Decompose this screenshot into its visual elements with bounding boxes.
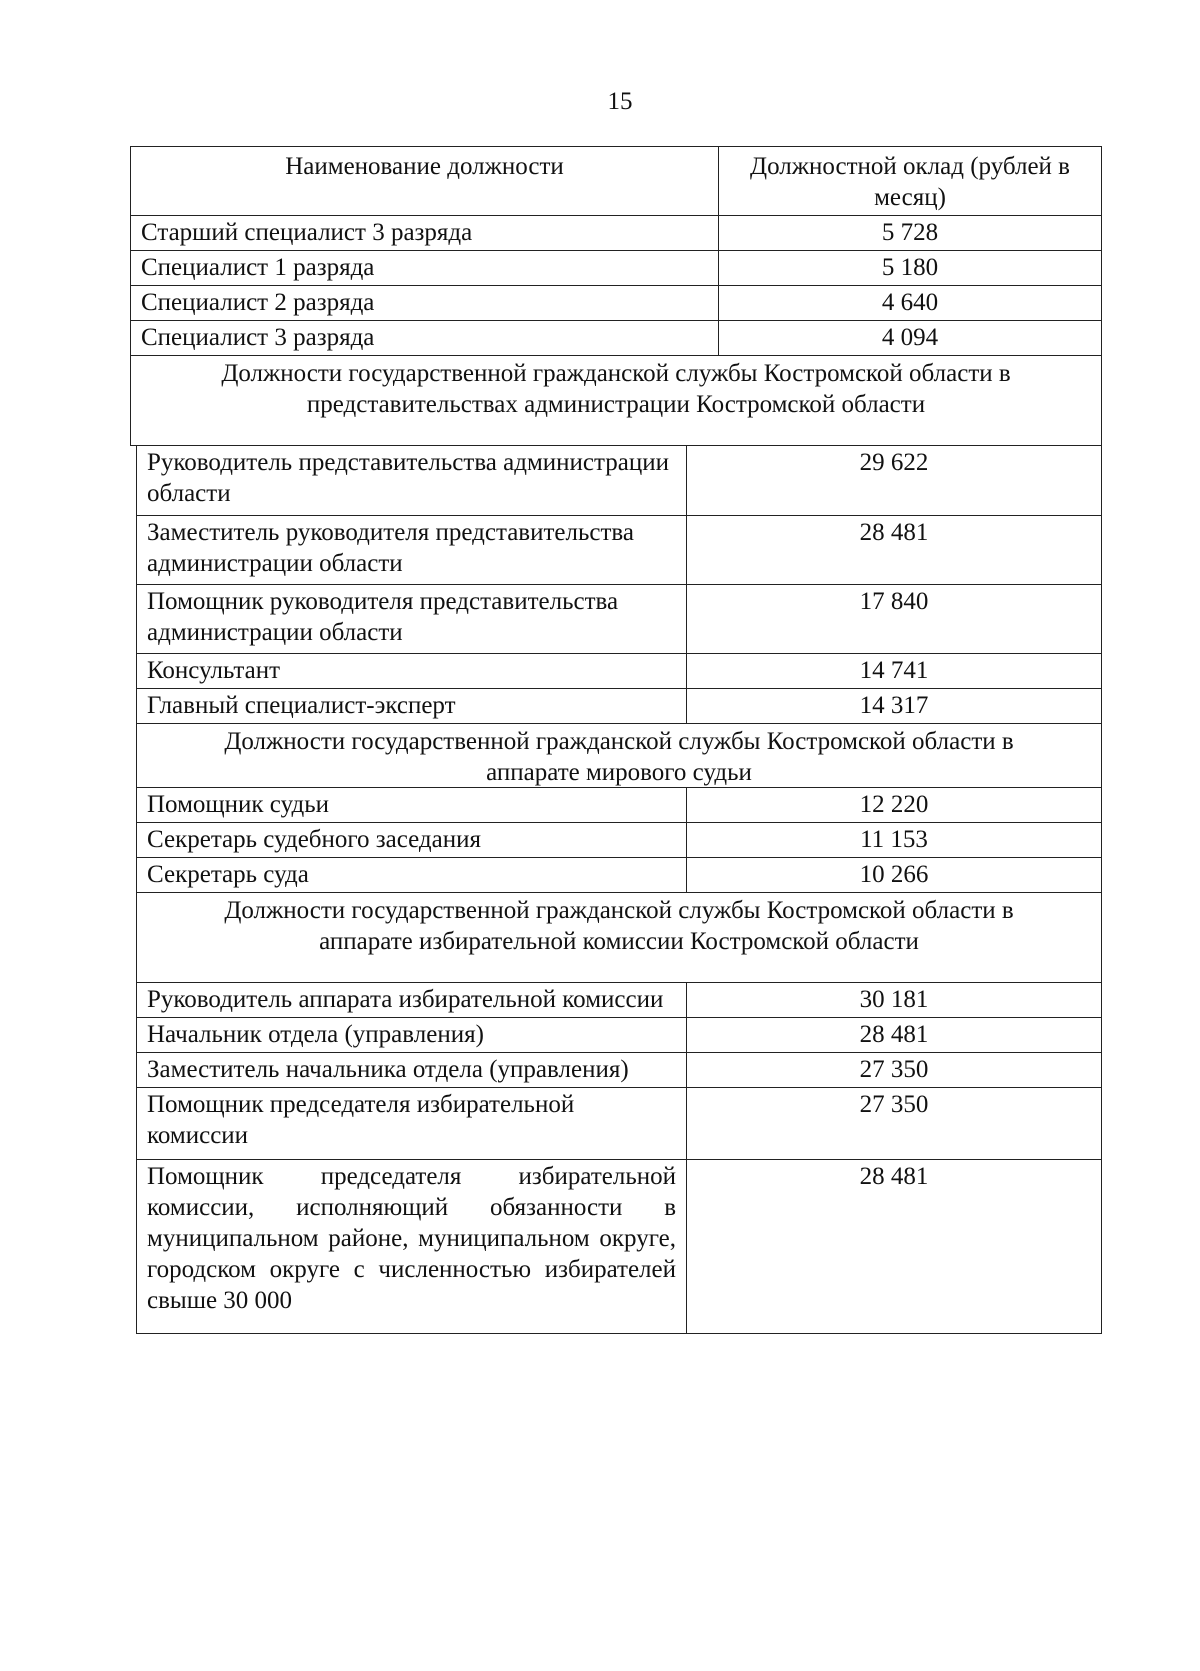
table-row (136, 516, 1102, 585)
position-name: Главный специалист-эксперт (137, 689, 687, 723)
salary-value: 5 728 (881, 219, 939, 246)
position-name: Специалист 3 разряда (131, 321, 719, 355)
salary-value: 14 741 (859, 657, 929, 684)
salary-value: 14 317 (859, 692, 929, 719)
section-heading-representations (130, 356, 1102, 446)
salary-table (130, 146, 1102, 1334)
position-name: Помощник председателя избирательной комиссии, исполняющий обязанности в муниципальном районе, муниципальном округе, городском округе с численностью избирателей свыше 30 000 (137, 1160, 687, 1333)
position-name: Руководитель представительства администрации области (137, 446, 687, 515)
table-header-row (130, 146, 1102, 216)
salary-value: 10 266 (859, 861, 929, 888)
position-name: Руководитель аппарата избирательной комиссии (137, 983, 687, 1017)
position-name: Начальник отдела (управления) (137, 1018, 687, 1052)
salary-value: 29 622 (859, 449, 929, 476)
salary-value: 28 481 (859, 519, 929, 546)
table-row (136, 983, 1102, 1018)
position-name: Старший специалист 3 разряда (131, 216, 719, 250)
table-row (130, 321, 1102, 356)
section-heading-text: Должности государственной гражданской службы Костромской области в аппарате мирового судьи (224, 728, 1014, 786)
salary-value: 4 094 (881, 324, 939, 351)
salary-value: 5 180 (881, 254, 939, 281)
table-row (136, 689, 1102, 724)
salary-value: 28 481 (859, 1021, 929, 1048)
salary-value: 17 840 (859, 588, 929, 615)
salary-value: 27 350 (859, 1056, 929, 1083)
salary-value: 27 350 (859, 1091, 929, 1118)
section-heading-election-commission (136, 893, 1102, 983)
position-name: Помощник судьи (137, 788, 687, 822)
header-position-name: Наименование должности (131, 147, 719, 215)
position-name: Специалист 1 разряда (131, 251, 719, 285)
table-row (136, 858, 1102, 893)
position-name: Заместитель начальника отдела (управления) (137, 1053, 687, 1087)
position-name: Секретарь судебного заседания (137, 823, 687, 857)
header-salary: Должностной оклад (рублей в месяц) (750, 153, 1070, 211)
section-heading-magistrate (136, 724, 1102, 788)
section-heading-text: Должности государственной гражданской службы Костромской области в представительствах администрации Костромской области (221, 360, 1011, 418)
position-name: Заместитель руководителя представительства администрации области (137, 516, 687, 584)
position-name: Специалист 2 разряда (131, 286, 719, 320)
table-row (130, 251, 1102, 286)
table-row (130, 216, 1102, 251)
salary-value: 28 481 (859, 1163, 929, 1190)
table-row (136, 1018, 1102, 1053)
table-row (136, 823, 1102, 858)
table-row (136, 1053, 1102, 1088)
table-row (136, 788, 1102, 823)
table-row (136, 1160, 1102, 1334)
table-row (130, 286, 1102, 321)
salary-value: 11 153 (860, 826, 928, 853)
position-name: Консультант (137, 654, 687, 688)
table-row (136, 654, 1102, 689)
position-name: Помощник руководителя представительства администрации области (137, 585, 687, 653)
section-heading-text: Должности государственной гражданской службы Костромской области в аппарате избирательной комиссии Костромской области (224, 897, 1014, 955)
table-row (136, 446, 1102, 516)
salary-value: 12 220 (859, 791, 929, 818)
position-name: Секретарь суда (137, 858, 687, 892)
table-row (136, 585, 1102, 654)
position-name: Помощник председателя избирательной комиссии (137, 1088, 687, 1159)
salary-value: 30 181 (859, 986, 929, 1013)
salary-value: 4 640 (881, 289, 939, 316)
table-row (136, 1088, 1102, 1160)
page-number: 15 (607, 88, 633, 115)
